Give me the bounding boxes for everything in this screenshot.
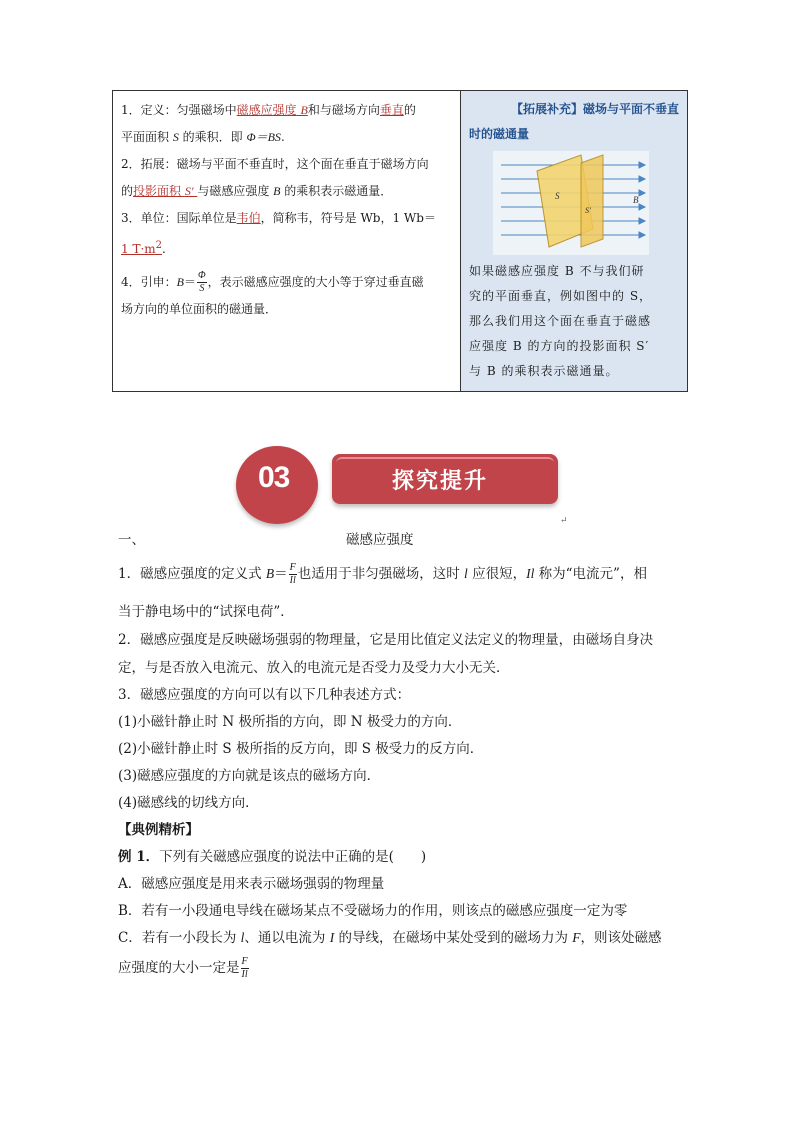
var: F [572, 930, 581, 945]
extension-item-cont [121, 178, 452, 205]
var: I [329, 930, 335, 945]
extension2-item-cont: 场方向的单位面积的磁通量． [121, 302, 278, 316]
list-item: (4)磁感线的切线方向． [118, 795, 259, 811]
text: 的 [403, 103, 416, 117]
text: 和与磁场方向 [307, 103, 380, 117]
fraction-denominator: Il [289, 575, 296, 586]
tip-bracket: 【拓展补充】 [510, 102, 583, 116]
section-title-bar [332, 454, 558, 504]
label-b: B [633, 195, 639, 205]
flux-diagram-svg [493, 151, 649, 255]
label-s: S [555, 191, 560, 201]
text: 1．定义：匀强磁场中 [121, 103, 237, 117]
tip-body [469, 259, 679, 384]
var: l [240, 930, 245, 945]
text: 的乘积．即 [178, 130, 247, 144]
fraction [289, 562, 297, 587]
blank-answer: 韦伯 [236, 211, 261, 225]
text: ，则该处磁感 [580, 930, 662, 946]
fraction-denominator: Il [241, 969, 248, 980]
summary-table [112, 90, 688, 392]
return-mark: ↵ [560, 516, 568, 526]
fraction [197, 270, 207, 295]
punct: . [280, 130, 285, 144]
section-number: 03 [258, 461, 290, 494]
text: ，简称韦，符号是 Wb，1 Wb＝ [260, 211, 436, 225]
fraction-denominator: S [199, 283, 205, 294]
tip-line: 究的平面垂直，例如图中的 S， [469, 289, 653, 303]
text: 的导线，在磁场中某处受到的磁场力为 [334, 930, 573, 946]
section-title: 探究提升 [392, 469, 489, 494]
subsection-number: 一、 [118, 532, 145, 548]
text: 、通以电流为 [244, 930, 330, 946]
fraction-numerator: F [289, 562, 296, 573]
var: B [176, 275, 184, 289]
text: 的乘积表示磁通量． [280, 184, 393, 198]
example-question [118, 845, 426, 865]
paragraph-2: 2．磁感应强度是反映磁场强弱的物理量，它是用比值定义法定义的物理量，由磁场自身决 [118, 632, 654, 648]
option-a: A．磁感应强度是用来表示磁场强弱的物理量 [118, 876, 385, 892]
paragraph-1 [118, 562, 647, 587]
list-item: (2)小磁针静止时 S 极所指的反方向，即 S 极受力的反方向． [118, 741, 484, 757]
paragraph-3: 3．磁感应强度的方向可以有以下几种表述方式： [118, 687, 411, 703]
magnetic-flux-figure [493, 151, 649, 255]
section-banner [236, 446, 566, 524]
text: ，表示磁感应强度的大小等于穿过垂直磁 [207, 275, 424, 289]
text: 的 [121, 184, 134, 198]
text: 应很短， [467, 566, 527, 582]
summary-definitions [113, 91, 461, 391]
text: 1．磁感应强度的定义式 [118, 566, 266, 582]
fraction [241, 956, 249, 981]
blank-answer-var: S′ [184, 184, 194, 198]
subsection-heading [118, 528, 678, 548]
fraction-numerator: Φ [198, 270, 206, 281]
blank-answer: 1 T·m [121, 242, 156, 256]
text: 3．单位：国际单位是 [121, 211, 237, 225]
blank-answer: 磁感应强度 [236, 103, 297, 117]
tip-line: 如果磁感应强度 B 不与我们研 [469, 264, 645, 278]
definition-item-cont [121, 124, 452, 151]
var: B [265, 566, 275, 581]
paragraph-2-cont: 定，与是否放入电流元、放入的电流元是否受力及受力大小无关． [118, 660, 510, 676]
plane-sp-shape [581, 155, 603, 247]
section-number-badge [236, 446, 318, 524]
subsection-title: 磁感应强度 [346, 532, 414, 548]
tip-line: 应强度 B 的方向的投影面积 S′ [469, 339, 650, 353]
extension-item: 2．拓展：磁场与平面不垂直时，这个面在垂直于磁场方向 [121, 157, 429, 171]
option-b: B．若有一小段通电导线在磁场某点不受磁场力的作用，则该点的磁感应强度一定为零 [118, 903, 628, 919]
label-sp: S′ [585, 206, 591, 215]
text: 应强度的大小一定是 [118, 960, 240, 976]
punct: . [162, 242, 166, 256]
text: ＝ [183, 275, 196, 289]
list-item: (3)磁感应强度的方向就是该点的磁场方向． [118, 768, 381, 784]
unit-item [121, 205, 452, 232]
tip-title-a: 磁场与平面不垂直 [582, 102, 679, 116]
text: C．若有一小段长为 [118, 930, 241, 946]
tip-line: 那么我们用这个面在垂直于磁感 [469, 314, 652, 328]
tip-line: 与 B 的乘积表示磁通量。 [469, 364, 619, 378]
text: 称为“电流元”，相 [534, 566, 647, 582]
unit-item-cont [121, 232, 452, 263]
tip-title [469, 97, 679, 122]
superscript: 2 [155, 240, 163, 251]
var: l [464, 566, 468, 581]
tip-title-b: 时的磁通量 [469, 127, 530, 141]
option-c-cont [118, 956, 250, 981]
paragraph-1-cont: 当于静电场中的“试探电荷”． [118, 604, 294, 620]
list-item: (1)小磁针静止时 N 极所指的方向，即 N 极受力的方向． [118, 714, 462, 730]
blank-answer-var: B [300, 103, 308, 117]
option-c [118, 926, 662, 946]
blank-answer: 投影面积 [133, 184, 182, 198]
example-header: 【典例精析】 [118, 822, 199, 838]
extension2-item [121, 269, 452, 296]
var: B [273, 184, 281, 198]
formula: Φ＝BS [246, 130, 281, 144]
text: 平面面积 [121, 130, 173, 144]
example-stem: 下列有关磁感应强度的说法中正确的是( ) [159, 849, 427, 865]
blank-answer: 垂直 [379, 103, 404, 117]
text: 与磁感应强度 [197, 184, 274, 198]
var: S [172, 130, 179, 144]
fraction-numerator: F [241, 956, 248, 967]
example-label: 例 1． [118, 849, 160, 865]
var: Il [526, 566, 535, 581]
text: ＝ [274, 566, 288, 582]
definition-item [121, 97, 452, 124]
text: 4．引申： [121, 275, 177, 289]
text: 也适用于非匀强磁场，这时 [297, 566, 465, 582]
tip-panel [461, 91, 687, 391]
